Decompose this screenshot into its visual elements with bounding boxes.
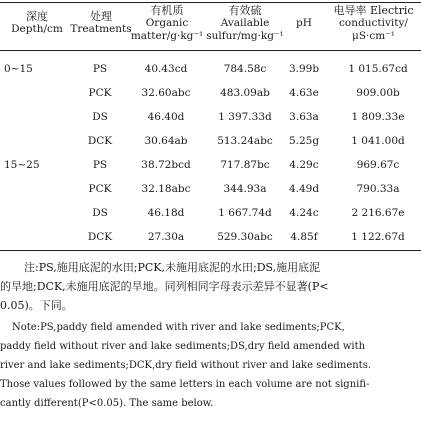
note-en-line: cantly different(P<0.05). The same below. [0, 398, 214, 409]
cell-available-sulfur: 1 397.33d [218, 111, 272, 123]
header-om-en2: matter/g·kg⁻¹ [130, 30, 204, 42]
cell-organic-matter: 32.60abc [141, 87, 191, 99]
cell-treatment: PCK [88, 183, 112, 195]
note-zh-line: 的旱地;DCK,未施用底泥的旱地。同列相同字母表示差异不显著(P< [0, 280, 329, 293]
cell-conductivity: 969.67c [356, 159, 400, 171]
cell-available-sulfur: 1 667.74d [218, 207, 272, 219]
cell-treatment: DS [92, 207, 108, 219]
table-bottom-rule [0, 250, 421, 251]
cell-conductivity: 1 041.00d [351, 135, 405, 147]
header-as-zh: 有效硫 [228, 4, 262, 17]
cell-organic-matter: 38.72bcd [141, 159, 191, 171]
cell-available-sulfur: 344.93a [223, 183, 267, 195]
note-en-line: river and lake sediments;DCK,dry field without river and lake sediments. [0, 360, 372, 371]
cell-treatment: PS [92, 63, 108, 75]
header-depth-zh: 深度 [26, 10, 48, 23]
header-om-zh: 有机质 [150, 4, 184, 17]
header-om-en1: Organic [145, 17, 189, 29]
header-ec-zh: 电导率 Electric [333, 4, 414, 17]
header-ph-label: pH [296, 17, 312, 29]
header-as-en2: sulfur/mg·kg⁻¹ [206, 30, 284, 42]
header-electric-conductivity [326, 4, 421, 43]
cell-conductivity: 909.00b [356, 87, 400, 99]
cell-treatment: DCK [87, 231, 113, 243]
header-ec-en1: conductivity/ [339, 17, 408, 29]
cell-available-sulfur: 529.30abc [217, 231, 273, 243]
cell-organic-matter: 46.18d [147, 207, 185, 219]
cell-ph: 4.29c [289, 159, 319, 171]
cell-conductivity: 790.33a [356, 183, 400, 195]
header-trt-en: Treatments [70, 23, 132, 35]
cell-ph: 4.63e [289, 87, 319, 99]
header-trt-zh: 处理 [90, 10, 112, 23]
header-as-en1: Available [220, 17, 270, 29]
header-ph [284, 17, 324, 30]
cell-depth: 0~15 [4, 63, 33, 75]
cell-organic-matter: 27.30a [147, 231, 185, 243]
cell-ph: 4.85f [290, 231, 318, 243]
table-top-rule [0, 2, 421, 3]
cell-organic-matter: 30.64ab [144, 135, 188, 147]
cell-organic-matter: 32.18abc [141, 183, 191, 195]
cell-ph: 3.63a [289, 111, 319, 123]
note-zh-line: 注:PS,施用底泥的水田;PCK,未施用底泥的水田;DS,施用底泥 [24, 261, 321, 274]
cell-available-sulfur: 717.87bc [220, 159, 270, 171]
header-bottom-rule [0, 50, 421, 51]
cell-conductivity: 1 122.67d [351, 231, 405, 243]
cell-conductivity: 2 216.67e [351, 207, 405, 219]
cell-available-sulfur: 483.09ab [220, 87, 270, 99]
note-en-line: Those values followed by the same letters in each volume are not signifi- [0, 379, 370, 390]
cell-conductivity: 1 809.33e [351, 111, 405, 123]
cell-ph: 3.99b [288, 63, 320, 75]
header-available-sulfur [202, 4, 288, 43]
cell-treatment: DCK [87, 135, 113, 147]
cell-treatment: PCK [88, 87, 112, 99]
cell-organic-matter: 40.43cd [144, 63, 188, 75]
header-organic-matter [130, 4, 204, 43]
cell-ph: 4.49d [288, 183, 320, 195]
cell-ph: 5.25g [288, 135, 320, 147]
note-zh-line: 0.05)。下同。 [0, 299, 73, 312]
cell-ph: 4.24c [289, 207, 319, 219]
header-treatments [70, 10, 132, 36]
cell-organic-matter: 46.40d [147, 111, 185, 123]
note-en-line: paddy field without river and lake sediments;DS,dry field amended with [0, 341, 366, 352]
cell-depth: 15~25 [4, 159, 40, 171]
cell-available-sulfur: 784.58c [223, 63, 267, 75]
cell-treatment: DS [92, 111, 108, 123]
cell-treatment: PS [92, 159, 108, 171]
header-ec-en2: μS·cm⁻¹ [352, 30, 395, 42]
cell-available-sulfur: 513.24abc [217, 135, 273, 147]
cell-conductivity: 1 015.67cd [348, 63, 408, 75]
note-en-line: Note:PS,paddy field amended with river and lake sediments;PCK, [12, 322, 345, 333]
header-depth-en: Depth/cm [11, 23, 63, 35]
header-depth [2, 10, 72, 36]
